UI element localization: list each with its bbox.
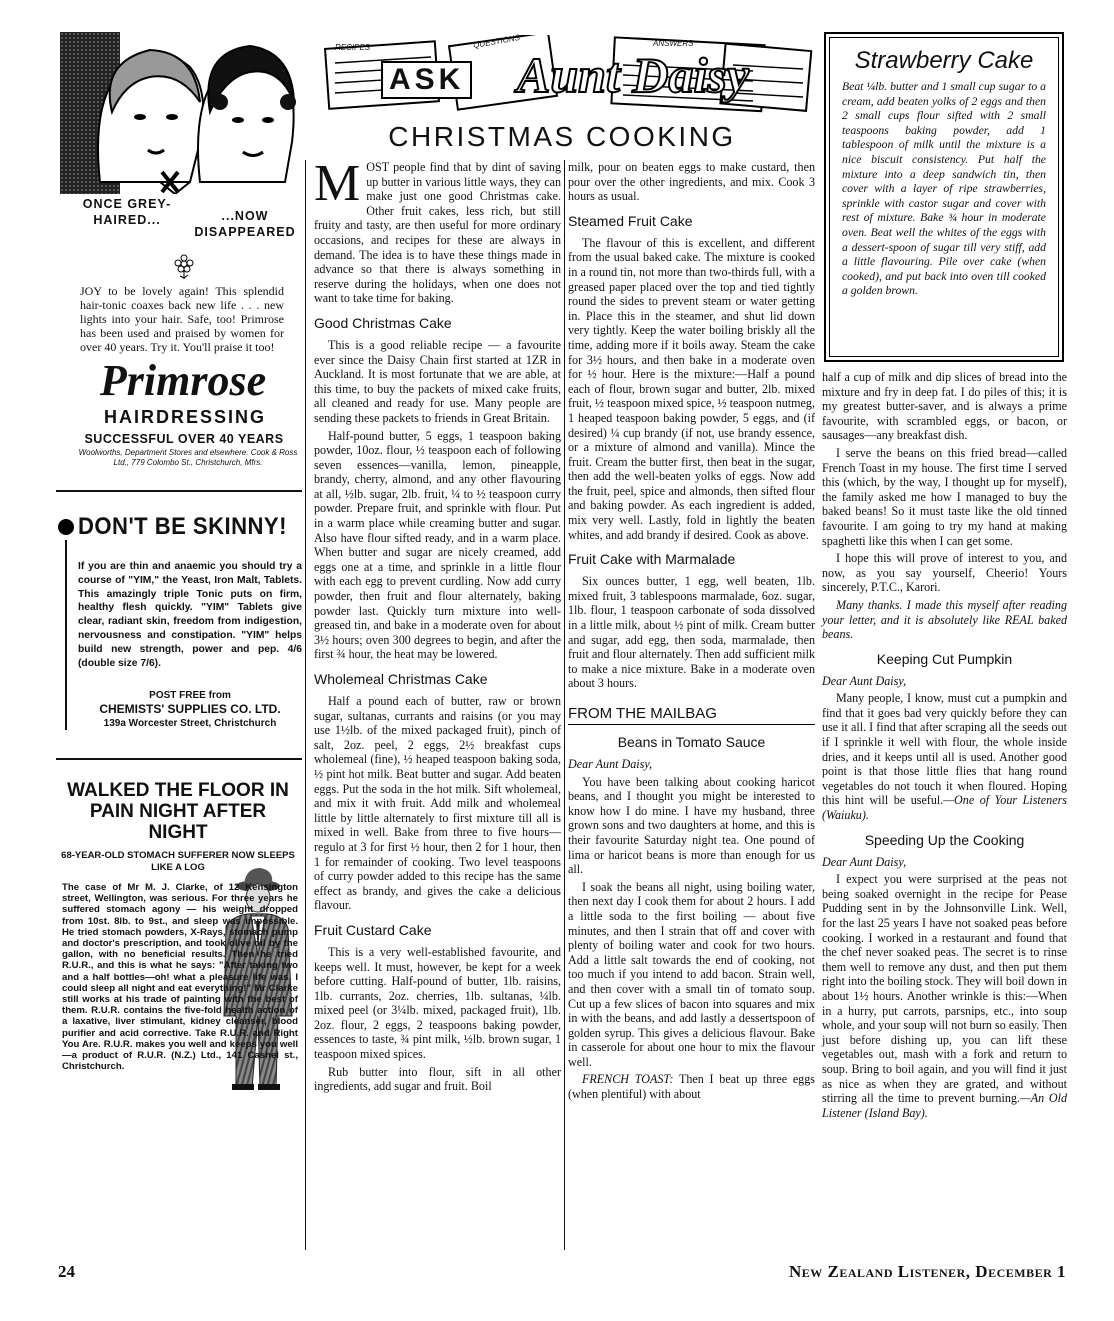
article-title: CHRISTMAS COOKING	[388, 121, 736, 152]
flower-icon	[172, 254, 196, 280]
pumpkin-p1: Many people, I know, must cut a pumpkin and find that it goes bad very quickly before they can use it all. I find that after scraping all the seeds out if I sprinkle it well with flour, the whole inside dries, and it keeps until all is used. Another good point is that those little flies that hang round vegetables do not touch it when floured. Hoping this hint will be useful.	[822, 691, 1067, 808]
primrose-fine-print: Woolworths, Department Stores and elsewhere. Cook & Ross Ltd., 779 Colombo St., Christchurch, Mfrs.	[78, 448, 298, 467]
beans-p2: I soak the beans all night, using boiling water, then next day I cook them for about 2 hours. I add a little soda to the first boiling — about five minutes, and then I strain that off and cover with plenty of boiling water and cook for two hours. Add a little salt towards the end of cooking, not too much if you intend to add bacon. Strain well, and then cover with a small tin of tomato soup. Cut up a few slices of bacon into squares and mix in with the beans, and add lastly a dessertspoon of golden syrup. This gives a delicious flavour. Bake in casserole for about one hour to mix the flavour well.	[568, 879, 815, 1069]
rur-body: The case of Mr M. J. Clarke, of 12 Kensington street, Wellington, was serious. For three years he suffered stomach agony — his weight dropped from 10st. 8lb. to 9st., and sleep was impossible. He tried stomach powders, X-Rays, stomach pump and doctor's prescription, and took olive oil by the gallon, with no beneficial results. Then he tried R.U.R., and this is what he says: "After taking two and a half bottles—oh! what a pleasure life was. I could sleep all night and eat everything!" Mr Clarke still works at his trade of painting with the best of them. R.U.R. contains the five-fold health action of a laxative, liver stimulant, kidney cleanser, blood purifier and acid corrective. Take R.U.R. and Right You Are. R.U.R. makes you well and keeps you well—a product of R.U.R. (N.Z.) Ltd., 141 Cashel st., Christchurch.	[62, 882, 298, 1073]
strawberry-title: Strawberry Cake	[854, 47, 1034, 74]
custard-p2: Rub butter into flour, sift in all other ingredients, add sugar and fruit. Boil	[314, 1064, 561, 1094]
intro-dropcap: M	[314, 155, 361, 212]
speeding-salutation: Dear Aunt Daisy,	[822, 854, 907, 869]
yim-company: CHEMISTS' SUPPLIES CO. LTD.	[99, 702, 281, 716]
beans-salutation: Dear Aunt Daisy,	[568, 757, 653, 771]
column-rule-2	[564, 160, 565, 1250]
heading-keeping-cut-pumpkin: Keeping Cut Pumpkin	[876, 650, 1013, 667]
beans-p1: You have been talking about cooking haricot beans, and I thought you might be interested to know how I do mine. I have my husband, three grown sons and two daughters at home, and this is their favourite Saturday night tea. One pound of lima or haricot beans is more than enough for us all.	[568, 774, 815, 877]
footer-title: New Zealand Listener, December 1	[788, 1262, 1066, 1281]
good-cake-p1: This is a good reliable recipe — a favourite ever since the Daisy Chain first started at 1ZR in Auckland. It is most fortunate that we are able, at this time, to buy the packets of mixed cake fruits, all cleaned and ready for use. Many people are sending these packets to friends in Great Britain.	[314, 337, 561, 425]
primrose-caption-left: ONCE GREY-HAIRED...	[82, 197, 172, 227]
banner-label-questions: QUESTIONS	[472, 32, 521, 51]
beans-p3-lead: FRENCH TOAST:	[582, 1072, 674, 1087]
column-rule-1	[305, 160, 306, 1250]
beans-p5: I serve the beans on this fried bread—called French Toast in my house. The first time I served this (which, by the way, I thought up for myself), the family asked me how I managed to buy the baked beans! So it must taste like the old tinned favourite. I am going to try my hand at making spaghetti like this when I can get some.	[822, 445, 1067, 548]
heading-fruit-custard-cake: Fruit Custard Cake	[314, 921, 432, 938]
custard-p3: milk, pour on beaten eggs to make custard, then pour over the other ingredients, and mix. Cook 3 hours as usual.	[568, 160, 815, 204]
good-cake-p2: Half-pound butter, 5 eggs, 1 teaspoon baking powder, 10oz. flour, ½ teaspoon each of following seven essences—vanilla, lemon, pineapple, brandy, cherry, almond, and any other flavouring at all, ½lb. sugar, 2lb. fruit, ¼ to ½ teaspoon curry powder. Prepare fruit, and sprinkle with flour. Put in a warm place while creaming butter and sugar. Also have flour sifted ready, and in a warm place. When butter and sugar are nicely creamed, add eggs one at a time, and sprinkle in a little flour with each egg to prevent curdling. Now add curry powder, then fruit and flour alternately, baking powder last. Quickly turn mixture into well-greased tin, and bake in a moderate oven for about 3½ hours; oven 300 degrees to begin, and after the first ¾ hour, the heat may be lowered.	[314, 428, 561, 662]
primrose-body: JOY to be lovely again! This splendid hair-tonic coaxes back new life . . . new lights into your hair. Safe, too! Primrose has been used and praised by women for over 40 years. Try it. You'll praise it too!	[80, 284, 284, 354]
heading-steamed-fruit-cake: Steamed Fruit Cake	[568, 212, 693, 229]
two-women-portrait-icon	[60, 32, 298, 194]
heading-speeding-up-cooking: Speeding Up the Cooking	[864, 831, 1025, 848]
primrose-sub-brand: HAIRDRESSING	[103, 407, 266, 427]
speeding-p1: I expect you were surprised at the peas not being soaked overnight in the recipe for Pease Pudding sent in by the Johnsonville Link. Well, for the last 25 years I have not soaked peas before cooking. I worked in a restaurant and found that the chef never soaked peas. The secret is to rinse them well to remove any dust, and then put them right into the boiling stock. They will boil down in about 1½ hours. Another wrinkle is this:—When in a hurry, put carrots, parsnips, etc., into soup whole, and your soup will not burn so easily. Then just before dishing up, you can lift these vegetables out, mash with a fork and return to soup. Bring to boil again, and you will find it just as nice as when they are grated, and without stirring all the time to prevent burning.	[822, 872, 1067, 1106]
ask-aunt-daisy-banner	[323, 32, 813, 115]
bullet-icon	[58, 519, 74, 535]
rur-headline: WALKED THE FLOOR IN PAIN NIGHT AFTER NIGHT	[67, 780, 289, 843]
heading-fruit-cake-marmalade: Fruit Cake with Marmalade	[568, 551, 736, 568]
primrose-brand: Primrose	[99, 356, 267, 405]
intro-text: OST people find that by dint of saving up butter in various little ways, they can make just one good Christmas cake. Other fruit cakes, less rich, but still fruity and tasty, are then useful for more ordinary occasions, and recipes for these are always in demand. The idea is to have these things made in advance so that there is always something in reserve during the holidays, when one does not want to take time for baking.	[314, 160, 561, 306]
banner-ask: ASK	[381, 61, 472, 99]
speeding-sign: —An Old Listener (Island Bay).	[822, 1091, 1068, 1120]
steamed-p1: The flavour of this is excellent, and different from the usual baked cake. The mixture is cooked in a round tin, not more than two-thirds full, with a greased paper placed over the top and tied tightly round the sides to prevent steam or water getting in. Place this in the steamer, and shut lid down very tightly. Keep the water boiling briskly all the time, adding more if it boils away. Steam the cake for 3½ hours, and then bake in a moderate oven for ½ hour. Here is the mixture:—Half a pound each of flour, brown sugar and butter, 2lb. mixed fruit, ½ teaspoon mixed spice, ½ teaspoon nutmeg, 1 heaped teaspoon baking powder, 5 eggs, and (if desired) ¼ cup brandy (if not, use brandy essence, or a mixture of almond and vanilla). Mince the fruit. Cream the butter first, then beat in the sugar, then add the well-beaten yolks of eggs. Now add the fruit, peel, spice and almonds, then sifted flour and baking powder. As each ingredient is added, mix very well. Lastly, fold in lightly the beaten whites, and add brandy if desired. Cook as above.	[568, 235, 815, 542]
custard-p1: This is a very well-established favourite, and keeps well. It must, however, be kept for a week before cutting. Half-pound of butter, 1lb. raisins, 1lb. currants, 2oz. cherries, 1lb. sultanas, ¼lb. mixed peel (or 3¼lb. mixed, packaged fruit), 1lb. 2oz. flour, 2 eggs, 2 teaspoons baking powder, essences to taste, ¾ pint milk, ½lb. brown sugar, 1 teaspoon mixed spices.	[314, 944, 561, 1062]
rur-subhead: 68-YEAR-OLD STOMACH SUFFERER NOW SLEEPS LIKE A LOG	[61, 850, 295, 873]
page-number: 24	[58, 1262, 75, 1281]
left-divider-1	[56, 490, 302, 492]
strawberry-body: Beat ¼lb. butter and 1 small cup sugar to a cream, add beaten yolks of 2 eggs and then 2 small cups flour sifted with 2 small teaspoons baking powder, add 1 tablespoon of milk until the mixture is a nice biscuit consistency. Put half the mixture into a deep sandwich tin, then cover with a layer of ripe strawberries, sprinkle with castor sugar and cover with rest of mixture. Bake ¾ hour in moderate oven. Beat well the whites of the eggs with a dessert-spoon of sugar till very stiff, add a little flavouring. Pile over cake (when cooked), and put back into oven till cooked a golden brown.	[842, 80, 1046, 298]
beans-p3: Then I beat up three eggs (when plentiful) with about	[568, 1072, 815, 1102]
beans-p4: half a cup of milk and dip slices of bread into the mixture and fry in deep fat. I do piles of this; it is my greatest butter-saver, and is always a prime favourite, with scrambled eggs, or bacon, or sausages—any breakfast dish.	[822, 370, 1067, 443]
heading-good-christmas-cake: Good Christmas Cake	[314, 314, 452, 331]
banner-name: Aunt Daisy	[516, 47, 749, 103]
beans-reply: Many thanks. I made this myself after reading your letter, and it is absolutely like REAL baked beans.	[822, 597, 1067, 642]
yim-post-free: POST FREE from	[149, 690, 231, 701]
heading-wholemeal-christmas-cake: Wholemeal Christmas Cake	[314, 671, 488, 687]
strawberry-cake-box	[824, 32, 1064, 362]
heading-from-the-mailbag: FROM THE MAILBAG	[568, 705, 815, 725]
primrose-tagline: SUCCESSFUL OVER 40 YEARS	[84, 432, 284, 446]
yim-headline: DON'T BE SKINNY!	[78, 513, 287, 540]
article-column-1	[314, 155, 561, 1097]
article-column-3	[822, 370, 1067, 1123]
marmalade-p1: Six ounces butter, 1 egg, well beaten, 1lb. mixed fruit, 3 tablespoons marmalade, 6oz. sugar, 1lb. flour, 1 teaspoon carbonate of soda dissolved in a little milk, about ½ pint of milk. Cream butter and sugar, add egg, then soda, marmalade, then fruit and flour alternately. Then add sufficient milk to make a nice mixture. Bake in a moderate oven about 3 hours.	[568, 574, 815, 691]
primrose-illustration	[60, 32, 298, 194]
beans-p6: I hope this will prove of interest to you, and now, as you say yourself, Cheerio! Yours sincerely, P.T.C., Karori.	[822, 551, 1067, 595]
primrose-caption-right: ...NOW DISAPPEARED	[194, 209, 296, 239]
yim-body: If you are thin and anaemic you should try a course of "YIM," the Yeast, Iron Malt, Tablets. This amazingly triple Tonic puts on firm, healthy flesh quickly. "YIM" Tablets give clear, radiant skin, freedom from indigestion, nervousness and constipation. "YIM" helps build new strength, power and pep. 4/6 (double size 7/6).	[78, 561, 302, 669]
article-column-2	[568, 160, 815, 1105]
wholemeal-p1: Half a pound each of butter, raw or brown sugar, sultanas, currants and raisins (or you may use 1½lb. of the mixed packaged fruit), pinch of salt, 2oz. peel, 2 eggs, 2½ breakfast cups wholemeal (fine), ½ heaped teaspoon baking soda, ½ pint hot milk. Beat butter and sugar. Add beaten eggs. Put the soda in the hot milk. Sift wholemeal, and mix it with fruit. Add milk and wholemeal little by little alternately to first mixture till all is mixed in well. Bake from three to five hours—regulo at 3 for first ½ hour, then 2 for 1 hour, then 1 for remainder of cooking. Two level teaspoons of curry powder added to this recipe has the same effect as brandy, and gives the cake a delicious flavour.	[314, 694, 561, 913]
left-divider-2	[56, 758, 302, 760]
yim-vertical-rule	[65, 540, 67, 730]
pumpkin-salutation: Dear Aunt Daisy,	[822, 673, 907, 688]
yim-address: 139a Worcester Street, Christchurch	[103, 718, 277, 729]
pumpkin-sign: —One of Your Listeners (Waiuku).	[822, 793, 1067, 823]
heading-beans-tomato-sauce: Beans in Tomato Sauce	[617, 734, 766, 750]
banner-label-answers: ANSWERS	[653, 39, 694, 48]
banner-label-recipes: RECIPES	[335, 43, 371, 52]
